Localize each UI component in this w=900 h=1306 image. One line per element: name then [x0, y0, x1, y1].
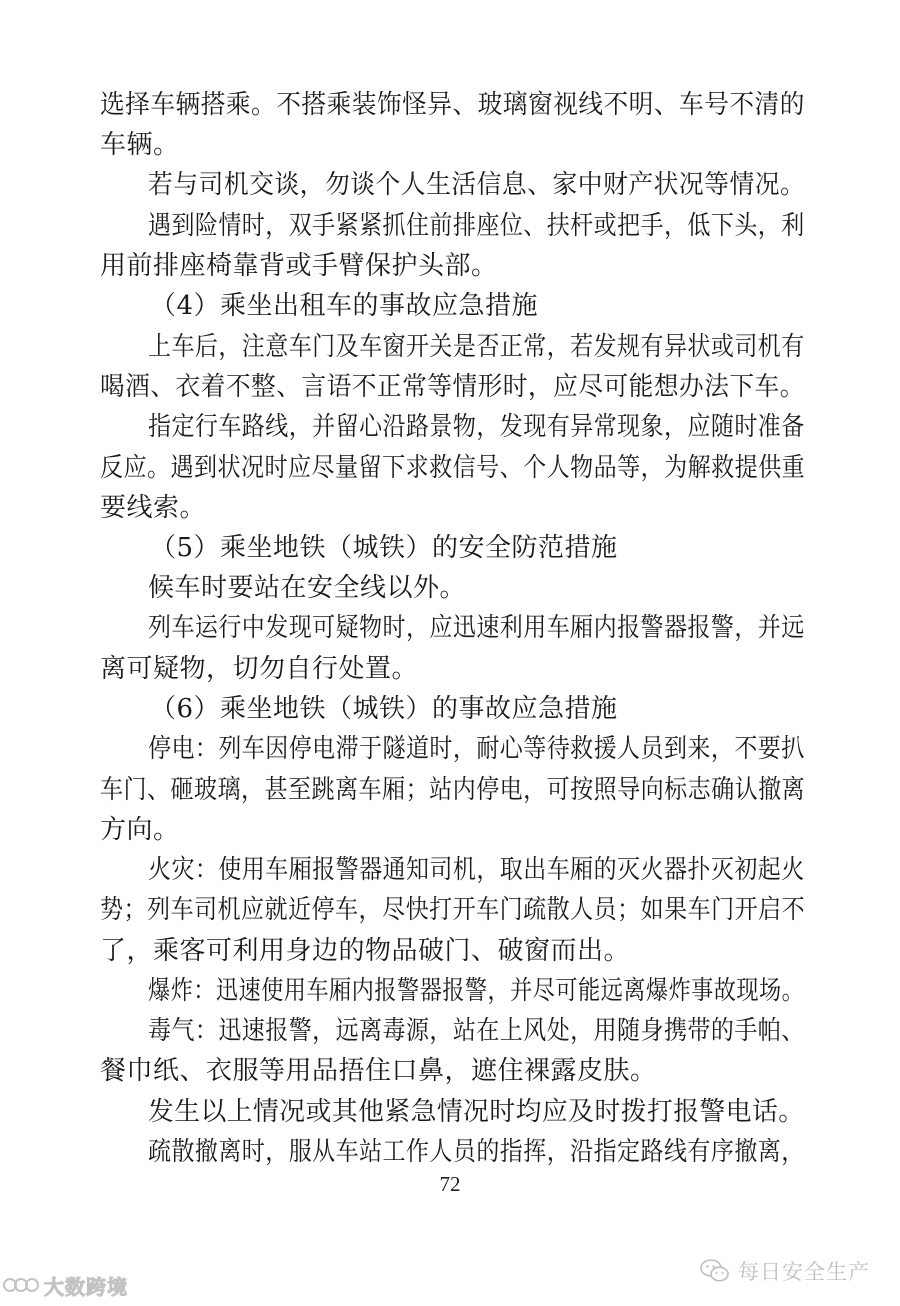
text-line: 方向。 [100, 815, 180, 845]
text-line: 势；列车司机应就近停车，尽快打开车门疏散人员；如果车门开启不 [100, 895, 806, 925]
text-line: 喝酒、衣着不整、言语不正常等情形时，应尽可能想办法下车。 [100, 372, 805, 402]
watermark-wechat-account [700, 1251, 870, 1291]
page-number: 72 [439, 1172, 461, 1196]
text-line: 列车运行中发现可疑物时，应迅速利用车厢内报警器报警，并远 [148, 613, 805, 643]
text-line: 爆炸：迅速使用车厢内报警器报警，并尽可能远离爆炸事故现场。 [148, 976, 805, 1006]
text-line: 餐巾纸、衣服等用品捂住口鼻，遮住裸露皮肤。 [100, 1056, 657, 1086]
text-line: 车门、砸玻璃，甚至跳离车厢；站内停电，可按照导向标志确认撤离 [100, 775, 806, 805]
source-logo-icon [2, 1273, 40, 1297]
watermark-source-text: 大数跨境 [44, 1274, 128, 1299]
text-line: 发生以上情况或其他紧急情况时均应及时拨打报警电话。 [148, 1097, 805, 1127]
text-line: 要线索。 [100, 493, 207, 523]
text-line: 指定行车路线，并留心沿路景物，发现有异常现象，应随时准备 [148, 412, 805, 442]
text-line: 火灾：使用车厢报警器通知司机，取出车厢的灭火器扑灭初起火 [148, 855, 805, 885]
text-line: 遇到险情时，双手紧紧抓住前排座位、扶杆或把手，低下头，利 [148, 211, 805, 241]
watermark-wechat-text: 每日安全生产 [738, 1260, 870, 1284]
text-line: 反应。遇到状况时应尽量留下求救信号、个人物品等，为解救提供重 [100, 453, 806, 483]
text-line: 了，乘客可利用身边的物品破门、破窗而出。 [100, 936, 631, 966]
text-line: 用前排座椅靠背或手臂保护头部。 [100, 251, 498, 281]
text-line: （6）乘坐地铁（城铁）的事故应急措施 [150, 694, 618, 724]
text-line: 毒气：迅速报警，远离毒源，站在上风处，用随身携带的手帕、 [148, 1016, 805, 1046]
text-line: 疏散撤离时，服从车站工作人员的指挥，沿指定路线有序撤离， [148, 1137, 805, 1167]
text-line: （5）乘坐地铁（城铁）的安全防范措施 [150, 533, 618, 563]
wechat-icon [700, 1258, 730, 1284]
text-line: 若与司机交谈，勿谈个人生活信息、家中财产状况等情况。 [148, 170, 806, 200]
text-line: 上车后，注意车门及车窗开关是否正常，若发规有异状或司机有 [148, 332, 805, 362]
text-line: 停电：列车因停电滞于隧道时，耐心等待救援人员到来，不要扒 [148, 734, 805, 764]
text-line: 候车时要站在安全线以外。 [148, 573, 467, 603]
text-line: 选择车辆搭乘。不搭乘装饰怪异、玻璃窗视线不明、车号不清的 [100, 90, 805, 120]
text-line: 离可疑物，切勿自行处置。 [100, 654, 419, 684]
text-line: （4）乘坐出租车的事故应急措施 [150, 291, 539, 321]
watermark-source [2, 1268, 128, 1302]
text-line: 车辆。 [100, 130, 180, 160]
